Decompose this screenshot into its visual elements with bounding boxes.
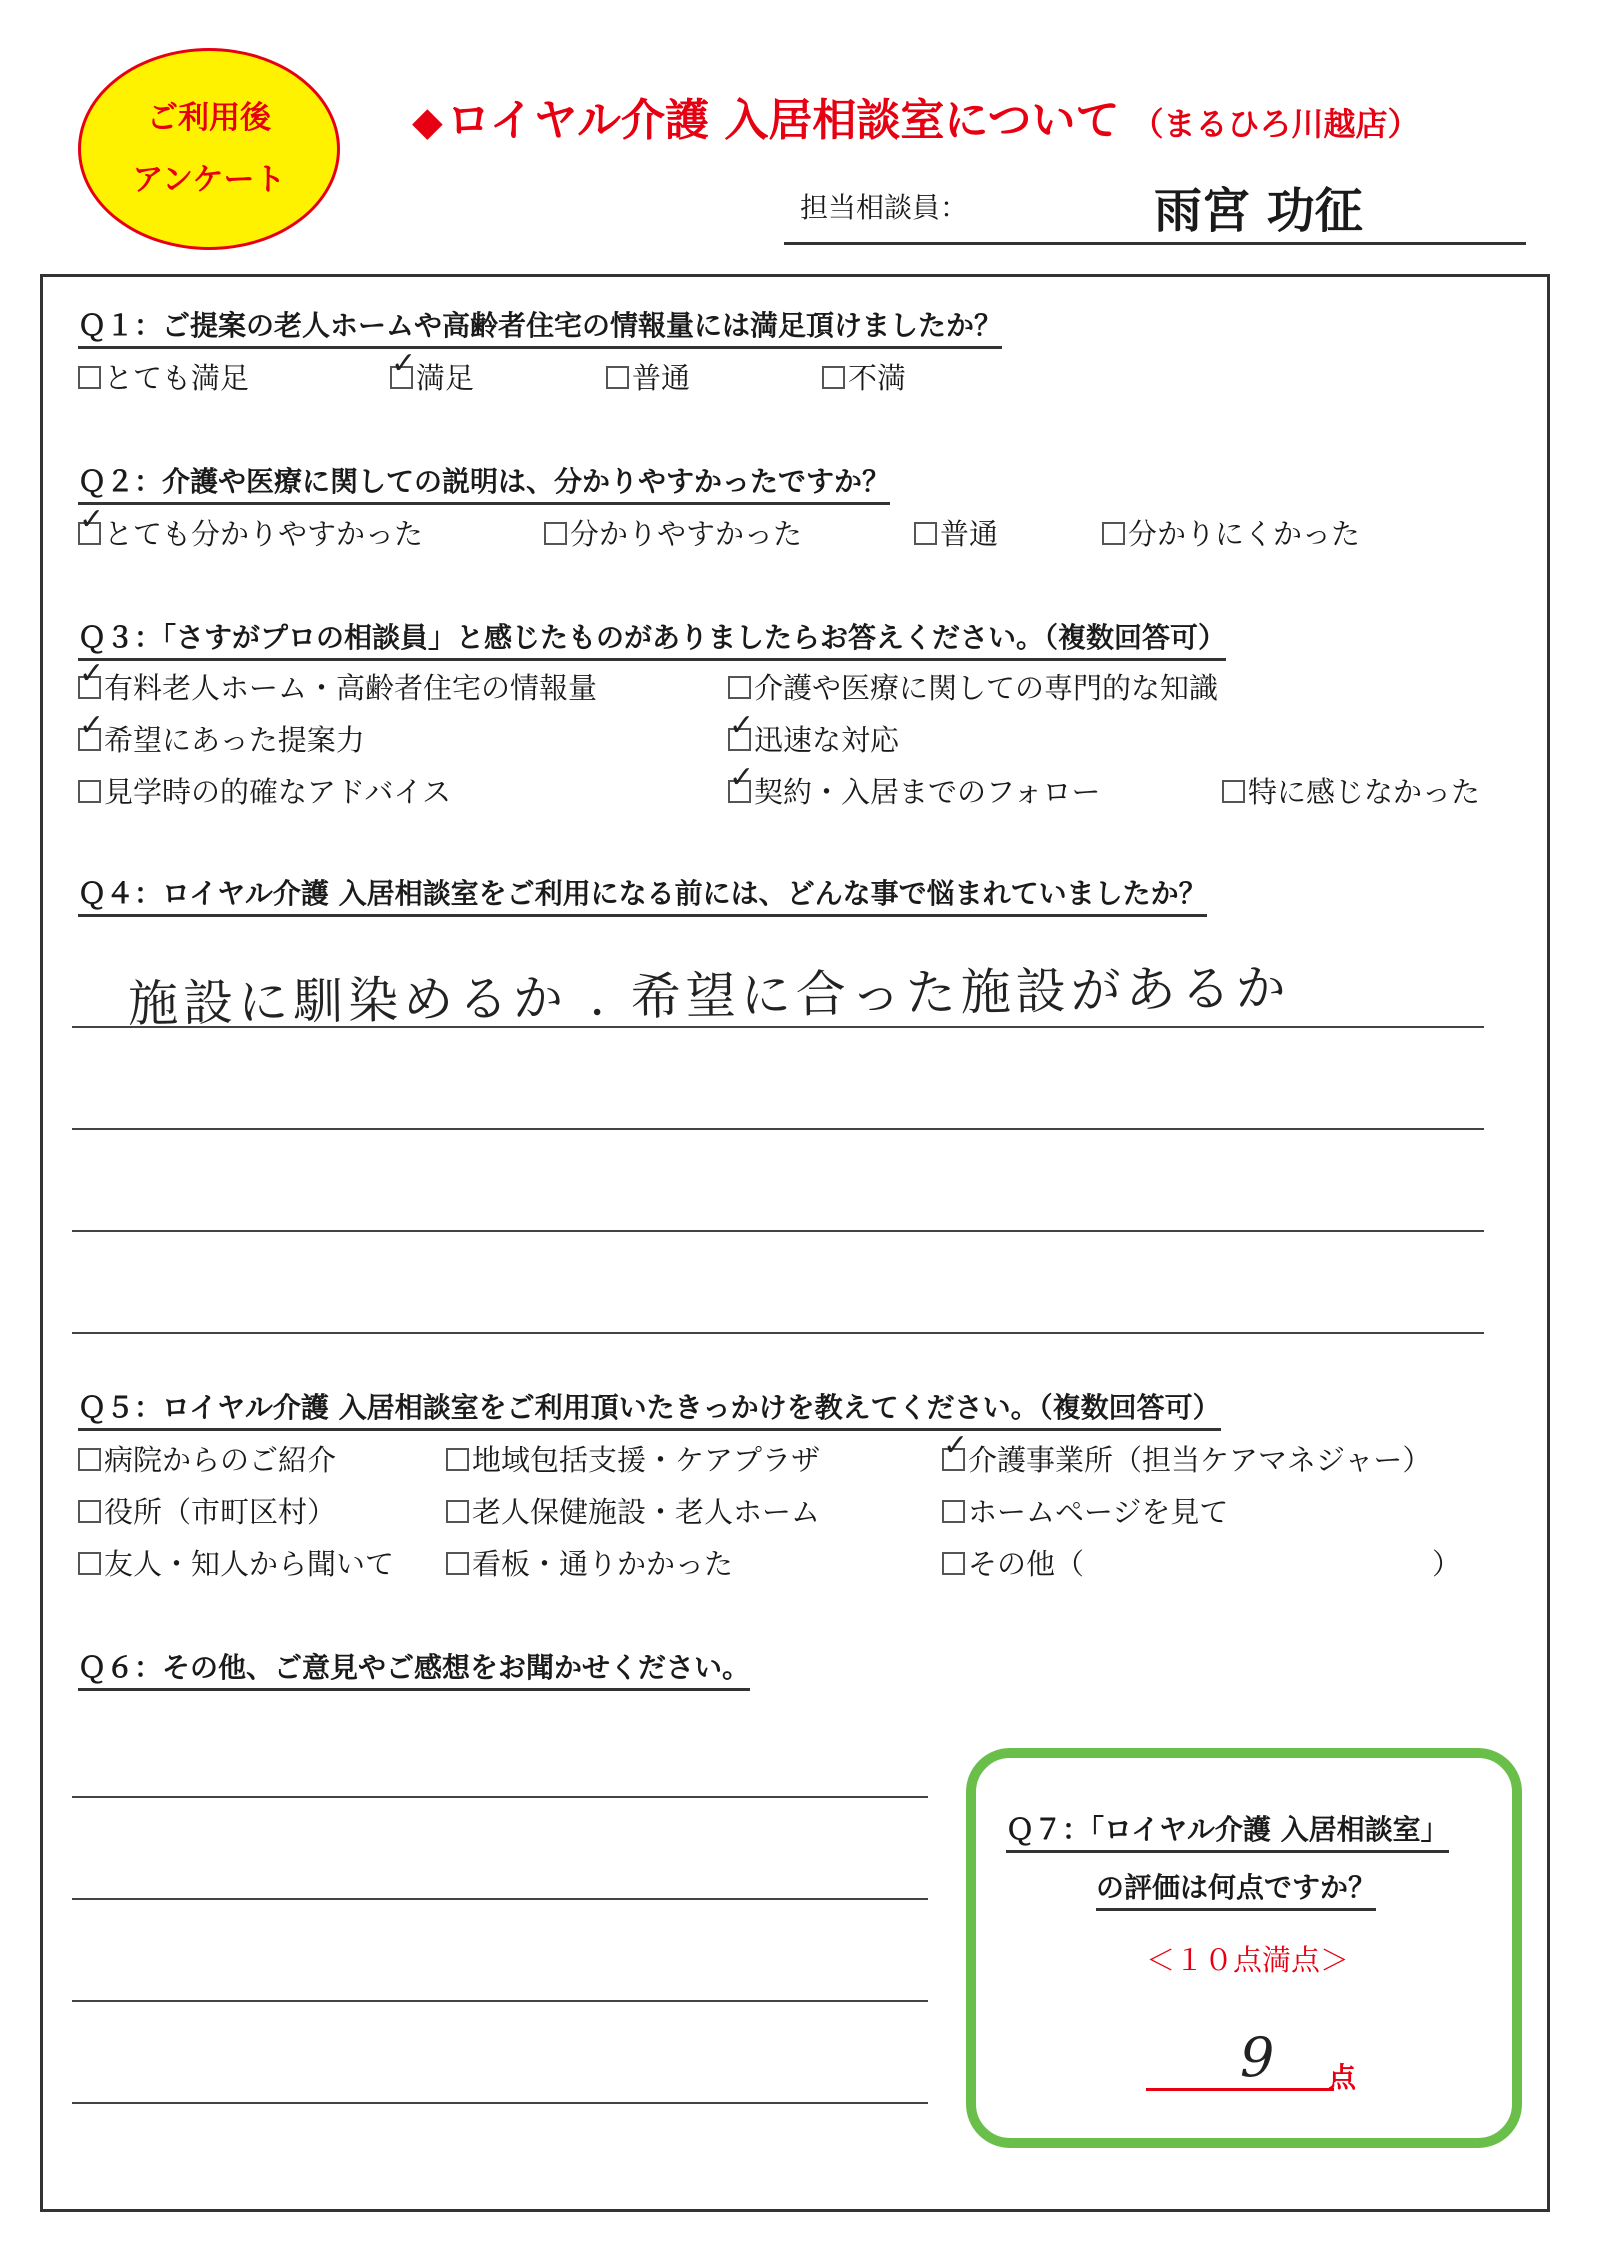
- checkbox[interactable]: [446, 1500, 469, 1523]
- checkbox[interactable]: [78, 1500, 101, 1523]
- q5-option[interactable]: 地域包括支援・ケアプラザ: [446, 1442, 820, 1478]
- q3-question: Ｑ３：「さすがプロの相談員」と感じたものがありましたらお答えください。（複数回答可）: [78, 620, 1226, 661]
- q7-question-line2: の評価は何点ですか？: [1096, 1870, 1376, 1911]
- q3-option[interactable]: ✓ 契約・入居までのフォロー: [728, 774, 1101, 810]
- checkbox[interactable]: [78, 1552, 101, 1575]
- comment-line: [72, 2102, 928, 2104]
- consultant-label: 担当相談員：: [800, 191, 969, 224]
- q1-option[interactable]: 不満: [822, 360, 906, 396]
- q5-question: Ｑ５：ロイヤル介護 入居相談室をご利用頂いたきっかけを教えてください。（複数回答可）: [78, 1390, 1221, 1431]
- after-use-survey-badge: [78, 48, 340, 250]
- checkbox[interactable]: [544, 522, 567, 545]
- answer-line: [72, 1128, 1484, 1130]
- q4-question: Ｑ４：ロイヤル介護 入居相談室をご利用になる前には、どんな事で悩まれていましたか？: [78, 876, 1207, 917]
- checkbox[interactable]: [728, 676, 751, 699]
- diamond-icon: ◆: [412, 99, 443, 145]
- q3-option[interactable]: 介護や医療に関しての専門的な知識: [728, 670, 1218, 706]
- comment-line: [72, 1796, 928, 1798]
- q5-option[interactable]: 役所（市町区村）: [78, 1494, 336, 1530]
- consultant-field: [784, 168, 1526, 245]
- checkbox[interactable]: [822, 366, 845, 389]
- checkbox[interactable]: [78, 522, 101, 545]
- badge-line1: ご利用後: [147, 100, 271, 136]
- comment-line: [72, 2000, 928, 2002]
- q7-rating-box: [966, 1748, 1522, 2148]
- checkbox[interactable]: [390, 366, 413, 389]
- checkbox[interactable]: [728, 728, 751, 751]
- q5-option[interactable]: ホームページを見て: [942, 1494, 1228, 1530]
- q3-option[interactable]: 特に感じなかった: [1222, 774, 1480, 810]
- answer-line: [72, 1332, 1484, 1334]
- title-main: ロイヤル介護 入居相談室について: [446, 95, 1120, 146]
- checkbox[interactable]: [942, 1552, 965, 1575]
- badge-line2: アンケート: [132, 162, 286, 198]
- q7-score[interactable]: 9: [1240, 2026, 1275, 2089]
- q1-option[interactable]: ✓ 満足: [390, 360, 474, 396]
- checkbox[interactable]: [942, 1500, 965, 1523]
- q1-option[interactable]: 普通: [606, 360, 690, 396]
- checkbox[interactable]: [1222, 780, 1245, 803]
- answer-line: [72, 1230, 1484, 1232]
- checkbox[interactable]: [446, 1448, 469, 1471]
- checkbox[interactable]: [78, 676, 101, 699]
- q6-question: Ｑ６：その他、ご意見やご感想をお聞かせください。: [78, 1650, 750, 1691]
- checkbox[interactable]: [606, 366, 629, 389]
- q4-handwritten-answer[interactable]: 施設に馴染めるか . 希望に合った施設があるか: [127, 958, 1292, 1034]
- q1-question: Ｑ１：ご提案の老人ホームや高齢者住宅の情報量には満足頂けましたか？: [78, 308, 1002, 349]
- checkbox[interactable]: [1102, 522, 1125, 545]
- checkbox[interactable]: [942, 1448, 965, 1471]
- q3-option[interactable]: ✓希望にあった提案力: [78, 722, 365, 758]
- q3-option[interactable]: 見学時の的確なアドバイス: [78, 774, 451, 810]
- checkbox[interactable]: [78, 728, 101, 751]
- q7-score-unit: 点: [1328, 2061, 1357, 2094]
- q5-option[interactable]: 看板・通りかかった: [446, 1546, 733, 1582]
- checkbox[interactable]: [728, 780, 751, 803]
- comment-line: [72, 1898, 928, 1900]
- q2-option[interactable]: 分かりやすかった: [544, 516, 802, 552]
- q2-question: Ｑ２：介護や医療に関しての説明は、分かりやすかったですか？: [78, 464, 890, 505]
- q5-option[interactable]: 病院からのご紹介: [78, 1442, 336, 1478]
- q5-option[interactable]: ✓ 介護事業所（担当ケアマネジャー）: [942, 1442, 1431, 1478]
- page-title: [412, 84, 1419, 148]
- checkbox[interactable]: [78, 366, 101, 389]
- q7-max-score: ＜１０点満点＞: [1146, 1943, 1350, 1977]
- title-store: （まるひろ川越店）: [1131, 105, 1420, 143]
- consultant-name: 雨宮 功征: [1154, 183, 1363, 239]
- q3-option[interactable]: ✓有料老人ホーム・高齢者住宅の情報量: [78, 670, 597, 706]
- q3-option[interactable]: ✓ 迅速な対応: [728, 722, 899, 758]
- checkbox[interactable]: [446, 1552, 469, 1575]
- q5-option[interactable]: その他（ ）: [942, 1546, 1461, 1582]
- q2-option[interactable]: 普通: [914, 516, 998, 552]
- checkbox[interactable]: [78, 1448, 101, 1471]
- q2-option[interactable]: 分かりにくかった: [1102, 516, 1360, 552]
- q5-option[interactable]: 友人・知人から聞いて: [78, 1546, 394, 1582]
- checkbox[interactable]: [914, 522, 937, 545]
- q1-option[interactable]: とても満足: [78, 360, 249, 396]
- checkbox[interactable]: [78, 780, 101, 803]
- q5-option[interactable]: 老人保健施設・老人ホーム: [446, 1494, 820, 1530]
- q2-option[interactable]: ✓とても分かりやすかった: [78, 516, 423, 552]
- answer-line: [72, 1026, 1484, 1028]
- q7-question-line1: Ｑ７：「ロイヤル介護 入居相談室」: [1006, 1812, 1449, 1853]
